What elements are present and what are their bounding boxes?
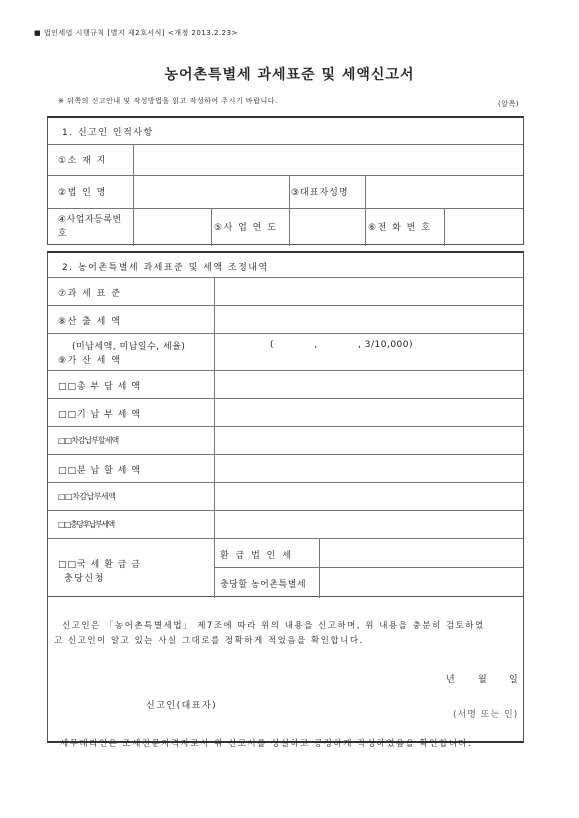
- page-title: 농어촌특별세 과세표준 및 세액신고서: [164, 67, 415, 83]
- rep-name-label: ③대표자성명: [291, 188, 349, 198]
- phone-label: ⑥전 화 번 호: [368, 223, 432, 233]
- corp-name-field[interactable]: [135, 177, 287, 206]
- offset-rural-tax-field[interactable]: [321, 569, 521, 597]
- penalty-formula[interactable]: ( , , 3/10,000): [270, 340, 414, 350]
- biz-no-label-2: 호: [58, 229, 69, 239]
- installment-field[interactable]: [216, 456, 521, 481]
- section2-table: [47, 251, 524, 597]
- section1-table: [47, 116, 524, 245]
- biz-year-label: ⑤사 업 연 도: [214, 223, 278, 233]
- address-field[interactable]: [135, 146, 521, 173]
- row-balance-due-label: □□차감납부할세액: [58, 436, 119, 445]
- after-offset-field[interactable]: [216, 512, 521, 537]
- date-year[interactable]: 년: [446, 675, 457, 685]
- net-payment-field[interactable]: [216, 484, 521, 509]
- row-penalty-label: ⑨가 산 세 액: [58, 356, 122, 366]
- signer-label: 신고인(대표자): [146, 701, 218, 711]
- row-prepaid-label: □□기 납 부 세 액: [58, 410, 141, 420]
- section1-title: 1. 신고인 인적사항: [62, 128, 154, 138]
- biz-no-label: ④사업자등록번: [58, 215, 122, 225]
- rep-name-field[interactable]: [367, 177, 521, 206]
- corp-name-label: ②법 인 명: [58, 188, 107, 198]
- row-refund-offset-label-2: 충당신청: [64, 574, 105, 584]
- date-day[interactable]: 일: [509, 675, 520, 685]
- computed-tax-field[interactable]: [216, 307, 521, 332]
- biz-year-field[interactable]: [291, 210, 363, 244]
- row-after-offset-label: □□충당후납부세액: [58, 520, 114, 529]
- address-label: ①소 재 지: [58, 156, 107, 166]
- row-penalty-note: (미납세액, 미납일수, 세율): [72, 342, 186, 352]
- row-computed-tax-label: ⑧산 출 세 액: [58, 317, 122, 327]
- refund-corp-tax-field[interactable]: [321, 540, 521, 566]
- row-refund-offset-label: □□국 세 환 급 금: [58, 560, 141, 570]
- offset-rural-tax-label: 충당할 농어촌특별세: [220, 580, 307, 590]
- declaration-line-1: 신고인은 「농어촌특별세법」 제7조에 따라 위의 내용을 신고하며, 위 내용을 충분히 검토하였: [62, 621, 485, 631]
- side-note: (앞쪽): [498, 100, 519, 108]
- row-total-burden-label: □□총 부 담 세 액: [58, 382, 141, 392]
- section2-title: 2. 농어촌특별세 과세표준 및 세액 조정내역: [62, 263, 269, 273]
- balance-due-field[interactable]: [216, 428, 521, 453]
- instruction-note: ※ 뒤쪽의 신고안내 및 작성방법을 읽고 작성하여 주시기 바랍니다.: [58, 97, 278, 105]
- row-tax-base-label: ⑦과 세 표 준: [58, 289, 122, 299]
- declaration-box: [47, 597, 524, 743]
- biz-no-field[interactable]: [135, 210, 209, 244]
- tax-base-field[interactable]: [216, 279, 521, 304]
- form-reference-note: ■ 법인세법 시행규칙 [별지 제2호서식] <개정 2013.2.23>: [34, 29, 238, 37]
- row-net-payment-label: □□차감납부세액: [58, 492, 116, 501]
- declaration-line-2: 고 신고인이 알고 있는 사실 그대로를 정확하게 적었음을 확인합니다.: [54, 636, 364, 646]
- prepaid-field[interactable]: [216, 400, 521, 425]
- row-installment-label: □□분 납 할 세 액: [58, 466, 141, 476]
- phone-field[interactable]: [446, 210, 521, 244]
- tax-agent-statement: 세무대리인은 조세전문자격자로서 위 신고서를 성실하고 공정하게 작성하였음을 확인합니다.: [60, 739, 473, 749]
- date-month[interactable]: 월: [478, 675, 489, 685]
- refund-corp-tax-label: 환 급 법 인 세: [220, 551, 293, 561]
- signature-field[interactable]: (서명 또는 인): [453, 710, 519, 720]
- total-burden-field[interactable]: [216, 372, 521, 397]
